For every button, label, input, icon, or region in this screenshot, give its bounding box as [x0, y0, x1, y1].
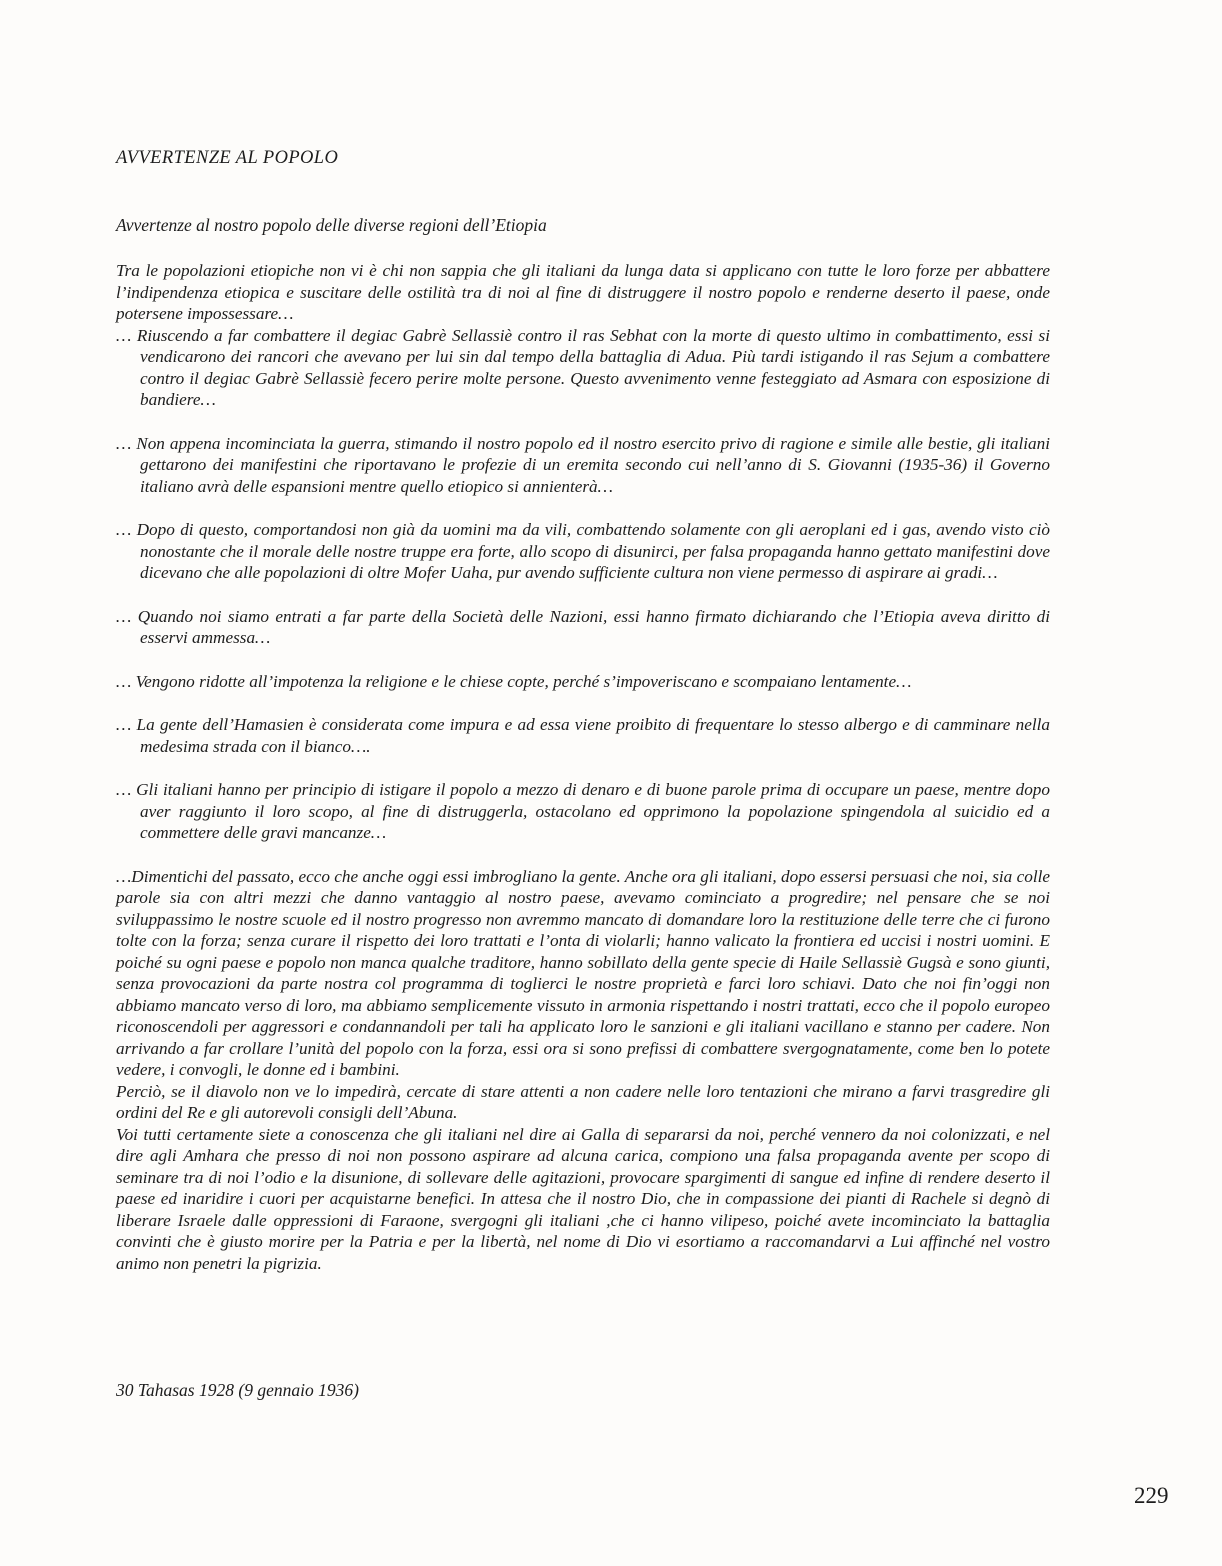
warning-item: … Non appena incominciata la guerra, stimando il nostro popolo ed il nostro esercito privo di ragione e simile alle bestie, gli italiani gettarono dei manifestini che riportavano le profezie di un eremita secondo cui nell’anno di S. Giovanni (1935-36) il Governo italiano avrà delle espansioni mentre quello etiopico si annienterà…: [116, 433, 1050, 496]
warning-item: … Gli italiani hanno per principio di istigare il popolo a mezzo di denaro e di buone parole prima di occupare un paese, mentre dopo aver raggiunto il loro scopo, al fine di distruggerla, ostacolano ed opprimono la popolazione spingendola al suicidio ed a commettere delle gravi mancanze…: [116, 780, 1050, 842]
document-subtitle: Avvertenze al nostro popolo delle diverse regioni dell’Etiopia: [116, 215, 547, 235]
warning-item: … Riuscendo a far combattere il degiac Gabrè Sellassiè contro il ras Sebhat con la morte di questo ultimo in combattimento, essi si vendicarono dei rancori che avevano per lui sin dal tempo della battaglia di Adua. Più tardi istigando il ras Sejum a combattere contro il degiac Gabrè Sellassiè fecero perire molte persone. Questo avvenimento venne festeggiato ad Asmara con esposizione di bandiere…: [116, 325, 1050, 409]
warning-item: … Vengono ridotte all’impotenza la religione e le chiese copte, perché s’impoveriscano e scompaiano lentamente…: [116, 671, 912, 691]
closing-section: [116, 866, 1050, 1275]
document-date: 30 Tahasas 1928 (9 gennaio 1936): [116, 1380, 359, 1400]
document-page: [116, 0, 1050, 1566]
warning-item: … Quando noi siamo entrati a far parte della Società delle Nazioni, essi hanno firmato dichiarando che l’Etiopia aveva diritto di esservi ammessa…: [116, 606, 1050, 647]
intro-paragraph: Tra le popolazioni etiopiche non vi è chi non sappia che gli italiani da lunga data si applicano con tutte le loro forze per abbattere l’indipendenza etiopica e suscitare delle ostilità tra di noi al fine di distruggere il nostro popolo e renderne deserto il paese, onde potersene impossessare…: [116, 261, 1050, 323]
closing-paragraph: Perciò, se il diavolo non ve lo impedirà, cercate di stare attenti a non cadere nelle loro tentazioni che mirano a farvi trasgredire gli ordini del Re e gli autorevoli consigli dell’Abuna.: [116, 1081, 1050, 1122]
document-body: [116, 260, 1050, 1274]
page-number: 229: [1134, 1483, 1169, 1508]
warning-item: … Dopo di questo, comportandosi non già da uomini ma da vili, combattendo solamente con gli aeroplani ed i gas, avendo visto ciò nonostante che il morale delle nostre truppe era forte, allo scopo di disunirci, per falsa propaganda hanno gettato manifestini dove dicevano che alle popolazioni di oltre Mofer Uaha, pur avendo sufficiente cultura non viene permesso di aspirare ai gradi…: [116, 520, 1050, 582]
closing-paragraph: Voi tutti certamente siete a conoscenza che gli italiani nel dire ai Galla di separarsi da noi, perché vennero da noi colonizzati, e nel dire agli Amhara che presso di noi non possono aspirare ad alcuna carica, compiono una falsa propaganda avente per scopo di seminare tra di noi l’odio e la disunione, di sollevare delle agitazioni, provocare spargimenti di sangue ed infine di rendere deserto il paese ed inaridire i cuori per acquistarne benefici. In attesa che il nostro Dio, che in compassione dei pianti di Rachele si degnò di liberare Israele dalle oppressioni di Faraone, svergogni gli italiani ,che ci hanno vilipeso, poiché avete incominciato la battaglia convinti che è giusto morire per la Patria e per la libertà, nel nome di Dio vi esortiamo a raccomandarvi a Lui affinché nel vostro animo non penetri la pigrizia.: [116, 1124, 1050, 1273]
closing-paragraph: …Dimentichi del passato, ecco che anche oggi essi imbrogliano la gente. Anche ora gli italiani, dopo essersi persuasi che noi, sia colle parole sia con altri mezzi che danno vantaggio al nostro paese, avevamo cominciato a progredire; nel pensare che se noi sviluppassimo le nostre scuole ed il nostro progresso non avremmo mancato di domandare loro la restituzione delle terre che ci furono tolte con la forza; senza curare il rispetto dei loro trattati e l’onta di violarli; hanno valicato la frontiera ed uccisi i nostri uomini. E poiché su ogni paese e popolo non manca qualche traditore, hanno sobillato della gente specie di Haile Sellassiè Gugsà e sono giunti, senza provocazioni da parte nostra col programma di toglierci le nostre proprietà e farci loro schiavi. Dato che noi fin’oggi non abbiamo mancato verso di loro, ma abbiamo semplicemente vissuto in armonia rispettando i nostri trattati, ecco che il popolo europeo riconoscendoli per aggressori e condannandoli per tali ha applicato loro le sanzioni e gli italiani vacillano e stanno per cadere. Non arrivando a far crollare l’unità del popolo con la forza, essi ora si sono prefissi di combattere svergognatamente, come ben lo potete vedere, i convogli, le donne ed i bambini.: [116, 866, 1050, 1079]
warning-item: … La gente dell’Hamasien è considerata come impura e ad essa viene proibito di frequentare lo stesso albergo e di camminare nella medesima strada con il bianco….: [116, 715, 1050, 756]
document-heading: AVVERTENZE AL POPOLO: [116, 148, 339, 168]
